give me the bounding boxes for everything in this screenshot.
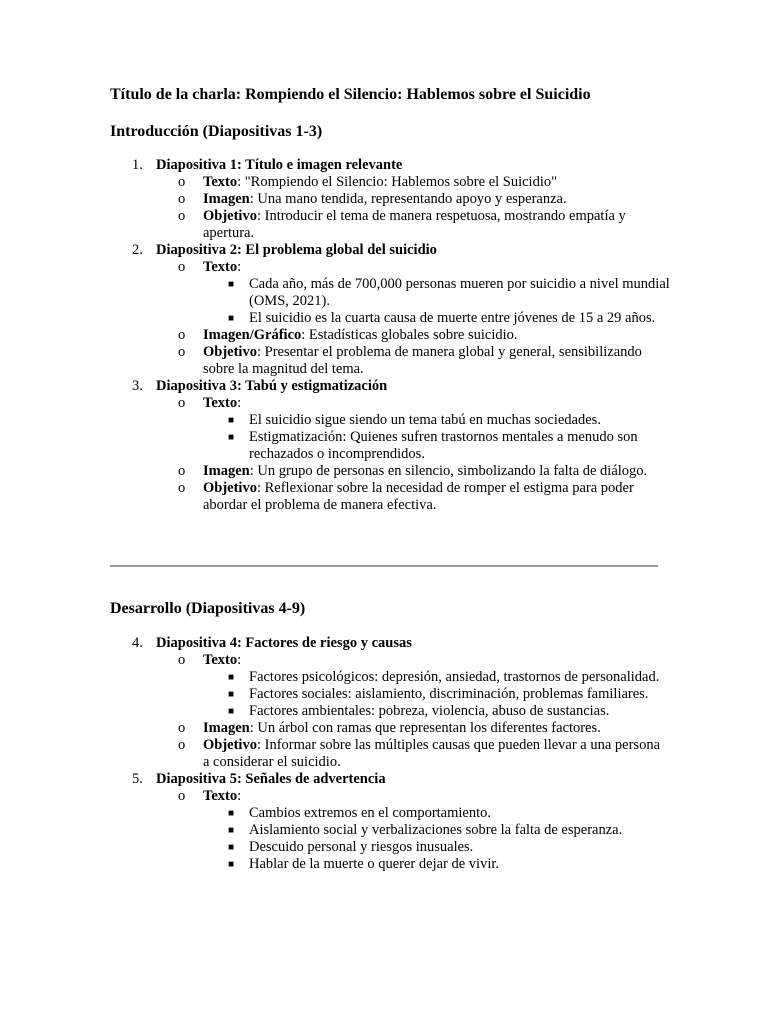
horizontal-divider [110,565,658,567]
sub-item-objetivo: o Objetivo: Presentar el problema de manera global y general, sensibilizando sobre la magnitud del tema. [178,344,642,377]
sub-label: Imagen [203,191,250,207]
sub-value: Estadísticas globales sobre suicidio. [308,327,518,343]
sub-label: Texto [203,395,238,411]
sub-label: Texto [203,788,238,804]
sub-label: Objetivo [203,737,257,753]
sub-label: Imagen [203,463,250,479]
sub-label: Imagen [203,720,250,736]
bullet-item: ■ Descuido personal y riesgos inusuales. [228,839,474,855]
bullet-item: ■ Cada año, más de 700,000 personas mueren por suicidio a nivel mundial (OMS, 2021). [228,276,670,309]
sub-marker: o [178,737,186,753]
bullet-item: ■ Factores ambientales: pobreza, violencia, abuso de sustancias. [228,703,610,719]
sub-item-texto: o Texto: [178,652,242,668]
sub-item-imagen: o Imagen: Un árbol con ramas que representan los diferentes factores. [178,720,601,736]
sub-item-imagen: o Imagen: Un grupo de personas en silencio, simbolizando la falta de diálogo. [178,463,648,479]
item-number: 4. [132,635,143,651]
talk-title: Título de la charla: Rompiendo el Silencio: Hablemos sobre el Suicidio [110,86,591,103]
list-item [110,635,670,652]
item-number: 5. [132,771,143,787]
bullet-item: ■ El suicidio sigue siendo un tema tabú en muchas sociedades. [228,412,601,428]
sub-item-imagen: o Imagen/Gráfico: Estadísticas globales sobre suicidio. [178,327,518,343]
sub-marker: o [178,174,186,190]
bullet-marker: ■ [228,313,235,324]
item-heading: Diapositiva 4: Factores de riesgo y causas [156,635,412,651]
sub-marker: o [178,395,186,411]
bullet-marker: ■ [228,689,235,700]
list-item [110,157,670,174]
bullet-marker: ■ [228,415,235,426]
sub-marker: o [178,344,186,360]
item-number: 3. [132,378,143,394]
section-heading-desarrollo: Desarrollo (Diapositivas 4-9) [110,600,306,617]
section-heading-introduction: Introducción (Diapositivas 1-3) [110,123,323,140]
sub-label: Texto [203,652,238,668]
bullet-item: ■ Cambios extremos en el comportamiento. [228,805,492,821]
bullet-item: ■ Hablar de la muerte o querer dejar de vivir. [228,856,500,872]
list-item [110,242,670,259]
sub-marker: o [178,720,186,736]
bullet-item: ■ Factores psicológicos: depresión, ansiedad, trastornos de personalidad. [228,669,660,685]
sub-marker: o [178,788,186,804]
sub-value: Un grupo de personas en silencio, simbolizando la falta de diálogo. [257,463,648,479]
sub-value: Reflexionar sobre la necesidad de romper el estigma para poder abordar el problema de manera efectiva. [203,480,634,513]
sub-item-texto: o Texto: [178,259,242,275]
introduction-list [110,157,670,514]
bullet-marker: ■ [228,432,235,443]
bullet-marker: ■ [228,842,235,853]
sub-marker: o [178,480,186,496]
bullet-marker: ■ [228,672,235,683]
sub-item-objetivo: o Objetivo: Reflexionar sobre la necesidad de romper el estigma para poder abordar el problema de manera efectiva. [178,480,634,513]
sub-item-texto: o Texto: "Rompiendo el Silencio: Hablemos sobre el Suicidio" [178,174,558,190]
sub-value: Informar sobre las múltiples causas que pueden llevar a una persona a considerar el suicidio. [203,737,661,770]
item-heading: Diapositiva 3: Tabú y estigmatización [156,378,388,394]
sub-item-texto: o Texto: [178,395,242,411]
bullet-item: ■ Estigmatización: Quienes sufren trastornos mentales a menudo son rechazados o incomprendidos. [228,429,638,462]
sub-label: Imagen/Gráfico [203,327,302,343]
item-heading: Diapositiva 1: Título e imagen relevante [156,157,403,173]
desarrollo-list [110,635,670,873]
sub-label: Objetivo [203,344,257,360]
list-item [110,378,670,395]
bullet-marker: ■ [228,859,235,870]
sub-value: Un árbol con ramas que representan los diferentes factores. [257,720,601,736]
bullet-item: ■ Aislamiento social y verbalizaciones sobre la falta de esperanza. [228,822,623,838]
sub-marker: o [178,191,186,207]
sub-item-objetivo: o Objetivo: Introducir el tema de manera respetuosa, mostrando empatía y apertura. [178,208,626,241]
sub-label: Objetivo [203,480,257,496]
sub-value: Presentar el problema de manera global y general, sensibilizando sobre la magnitud del tema. [203,344,642,377]
bullet-marker: ■ [228,808,235,819]
sub-item-texto: o Texto: [178,788,242,804]
sub-value: "Rompiendo el Silencio: Hablemos sobre el Suicidio" [244,174,558,190]
item-number: 1. [132,157,143,173]
sub-marker: o [178,463,186,479]
sub-value: Una mano tendida, representando apoyo y esperanza. [257,191,567,207]
bullet-item: ■ Factores sociales: aislamiento, discriminación, problemas familiares. [228,686,649,702]
sub-label: Objetivo [203,208,257,224]
item-heading: Diapositiva 2: El problema global del suicidio [156,242,437,258]
item-heading: Diapositiva 5: Señales de advertencia [156,771,386,787]
sub-value: Introducir el tema de manera respetuosa, mostrando empatía y apertura. [203,208,626,241]
sub-item-imagen: o Imagen: Una mano tendida, representando apoyo y esperanza. [178,191,567,207]
sub-marker: o [178,327,186,343]
bullet-marker: ■ [228,706,235,717]
sub-label: Texto [203,174,238,190]
sub-label: Texto [203,259,238,275]
bullet-marker: ■ [228,279,235,290]
bullet-marker: ■ [228,825,235,836]
list-item [110,771,670,788]
sub-marker: o [178,652,186,668]
bullet-item: ■ El suicidio es la cuarta causa de muerte entre jóvenes de 15 a 29 años. [228,310,656,326]
sub-item-objetivo: o Objetivo: Informar sobre las múltiples causas que pueden llevar a una persona a considerar el suicidio. [178,737,661,770]
item-number: 2. [132,242,143,258]
sub-marker: o [178,208,186,224]
sub-marker: o [178,259,186,275]
